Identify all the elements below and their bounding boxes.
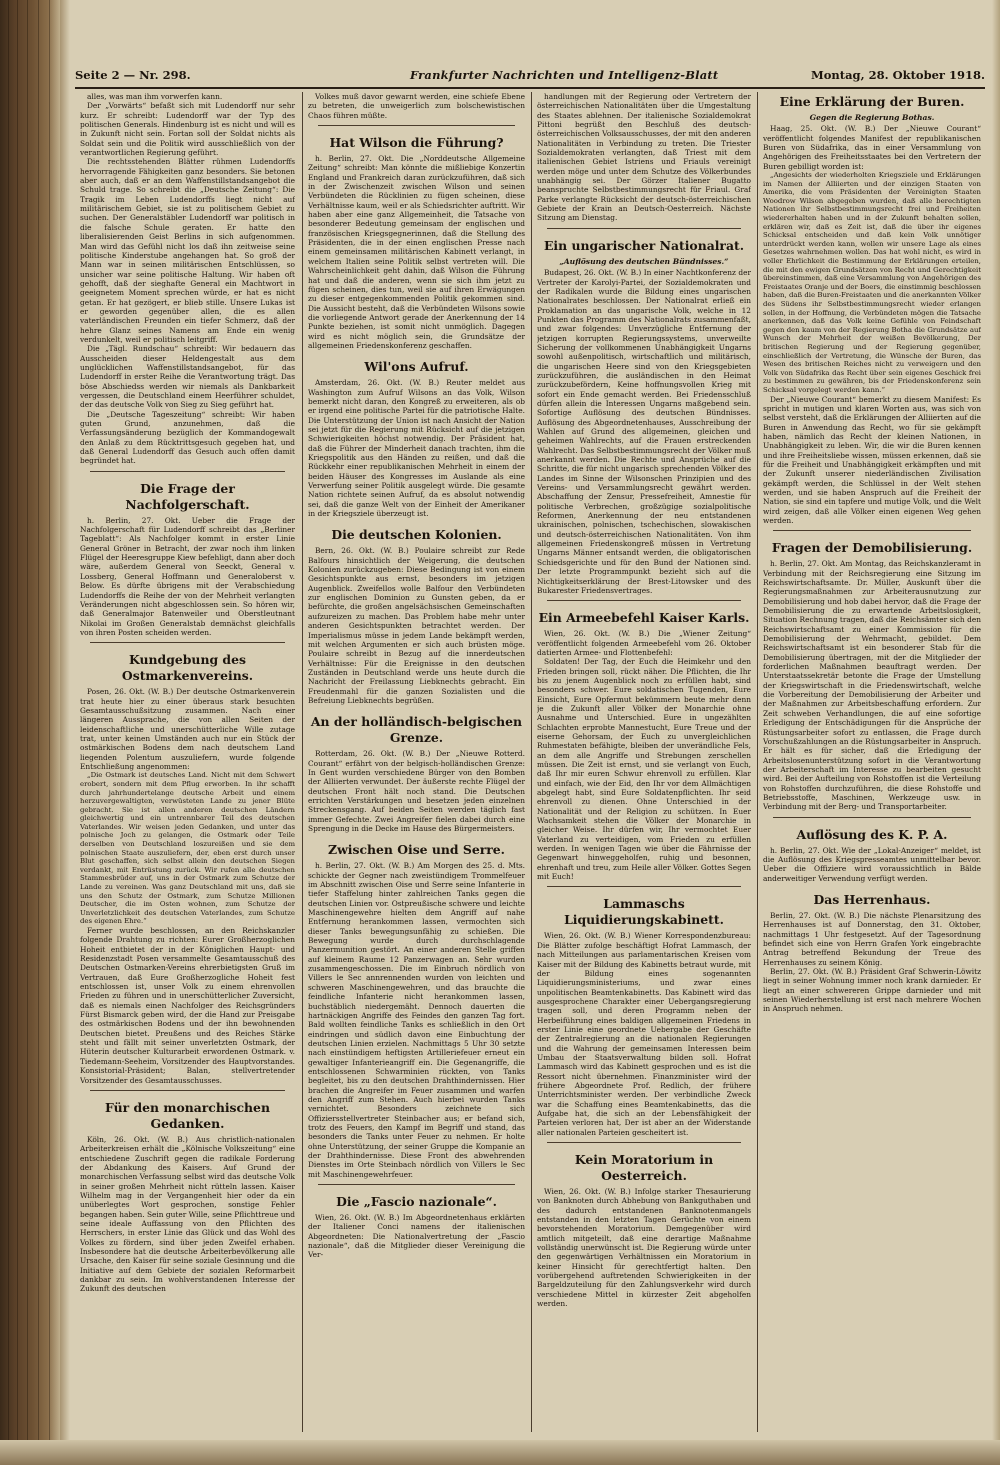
section-divider bbox=[90, 471, 285, 472]
paragraph: Rotterdam, 26. Okt. (W. B.) Der „Nieuwe Rotterd. Courant“ erfährt von der belgisch-holländischen Grenze: In Gent wurden verschiedene Bürger von den Bomben der Alliierten verwundet. Der äußerste rechte Flügel der deutschen Front hält noch stand. Die Deutschen errichten Verstärkungen und besetzen jeden einzelnen Streckensgang. Auf beiden Seiten werden täglich fast immer Gefechte. Zwei Angreifer fielen dabei durch eine Sprengung in die Decke im Hause des Bürgermeisters. bbox=[308, 749, 525, 833]
column-3 bbox=[537, 92, 751, 1432]
section-divider bbox=[547, 886, 741, 887]
headline-demobilisierung: Fragen der Demobilisierung. bbox=[771, 540, 973, 556]
headline-herrenhaus: Das Herrenhaus. bbox=[813, 891, 931, 907]
page-header bbox=[75, 68, 985, 86]
column-rule bbox=[302, 92, 303, 1432]
headline-wilsons-aufruf: Wil'ons Aufruf. bbox=[364, 359, 469, 375]
headline-kein-moratorium: Kein Moratorium in Oesterreich. bbox=[574, 1152, 714, 1184]
paragraph: Wien, 26. Okt. (W. B.) Im Abgeordnetenhaus erklärten der Italiener Conci namens der italienischen Abgeordneten: Die Nationalvertretung der „Fascio nazionale“, daß die Mitglieder dieser Vereinigung die Ver- bbox=[308, 1213, 525, 1260]
paragraph: Wien, 26. Okt. (W. B.) Wiener Korrespondenzbureau: Die Blätter zufolge beschäftigt Hofrat Lammasch, der nach Mitteilungen aus parlamentarischen Kreisen vom Kaiser mit der Bildung des Kabinetts betraut wurde, mit der Bildung eines sogenannten Liquidierungsministeriums, und zwar eines unpolitischen Beamtenkabinetts. Das Kabinett wird das ausgesprochene Charakter einer Uebergangsregierung tragen soll, und deren Programm neben der Herbeiführung eines baldigen allgemeinen Friedens in erster Linie eine geordnete Uebergabe der Geschäfte der Zentralregierung an die nationalen Regierungen und die Wahrung der gemeinsamen Interessen beim Umbau der Staatsverwaltung bilden soll. Hofrat Lammasch wird das Kabinett gesprochen und es ist die Ressort nicht übernehmen. Finanzminister wird der frühere Abgeordnete Prof. Redlich, der frühere Unterrichtsminister werden. Der verbindliche Zweck war die Schaffung eines Beamtenkabinetts, das die Aufgabe hat, die sich an der Lebensfähigkeit der Parteien verloren hat, Der ist aber an der Widerstande aller nationalen Parteien gescheitert ist. bbox=[537, 931, 751, 1137]
paragraph: Die „Tägl. Rundschau“ schreibt: Wir bedauern das Ausscheiden dieser Heldengestalt aus dem unglücklichen Waffenstillstandsangebot, für das Ludendorff in erster Reihe die Verantwortung trägt. Das böse Abschiedss werden wir niemals als Dankbarkeit vergessen, die Deutschland einem Heerführer schuldet, der das deutsche Volk von Sieg zu Sieg geführt hat. bbox=[80, 344, 295, 410]
section-divider bbox=[318, 125, 515, 126]
subheadline-buendnis: „Auflösung des deutschen Bündnisses.“ bbox=[559, 256, 729, 266]
section-divider bbox=[547, 1142, 741, 1143]
headline-holl-belg-grenze: An der holländisch-belgischen Grenze. bbox=[310, 714, 523, 746]
headline-buren-erklaerung: Eine Erklärung der Buren. bbox=[779, 94, 965, 109]
paragraph: Berlin, 27. Okt. (W. B.) Präsident Graf Schwerin-Löwitz liegt in seiner Wohnung immer noch krank darnieder. Er liegt an einer schwereren Grippe darnieder und mit seinen Wiederherstellung ist erst nach mehrere Wochen in Anspruch nehmen. bbox=[763, 967, 981, 1014]
headline-armeebefehl: Ein Armeebefehl Kaiser Karls. bbox=[538, 610, 750, 626]
headline-wilson-fuehrung: Hat Wilson die Führung? bbox=[329, 135, 504, 151]
headline-ungarischer-nationalrat: Ein ungarischer Nationalrat. bbox=[543, 237, 745, 253]
column-4 bbox=[763, 92, 981, 1432]
paragraph: Die „Deutsche Tageszeitung“ schreibt: Wir haben guten Grund, anzunehmen, daß die Verfassungsänderung bezüglich der Kommandogewalt den Anlaß zu dem Rücktrittsgesuch gegeben hat, und daß General Ludendorff das Gesuch auch offen damit begründet hat. bbox=[80, 409, 295, 466]
header-rule bbox=[75, 87, 985, 89]
column-1-intro bbox=[80, 92, 295, 466]
section-divider bbox=[773, 817, 971, 818]
column-rule bbox=[531, 92, 532, 1432]
paragraph: Volkes muß davor gewarnt werden, eine schiefe Ebene zu betreten, die unweigerlich zum bolschewistischen Chaos führen müßte. bbox=[308, 92, 525, 120]
issue-date: Montag, 28. Oktober 1918. bbox=[811, 68, 985, 82]
paragraph: Haag, 25. Okt. (W. B.) Der „Nieuwe Courant“ veröffentlicht folgendes Manifest der republikanischen Buren von Südafrika, das in einer Versammlung von Angehörigen des Freiheitsstaates bei den Vertretern der Buren gebilligt worden ist: bbox=[763, 124, 981, 171]
paragraph: alles, was man ihm vorwerfen kann. bbox=[87, 92, 223, 101]
paragraph: Amsterdam, 26. Okt. (W. B.) Reuter meldet aus Washington zum Aufruf Wilsons an das Volk, Wilson bemerkt nicht daran, den Kongreß zu erweiteren, als ob er irgend eine politische Partei für die patriotische Halte. Die Unterstützung der Union ist nach Ansicht der Nation sei jetzt für die Regierung mit Rücksicht auf die jetzigen Schwierigkeiten höchst notwendig. Der Präsident hat, daß die Führer der Minderheit danach trachten, ihm die Kriegspolitik aus den Händen zu reißen, und daß die Rückkehr einer republikanischen Mehrheit in einem der beiden Häuser des Kongresses im Auslande als eine Verwerfung seiner Politik ausgelegt würde. Die gesamte Nation richtete seinen Aufruf, da es absolut notwendig sei, daß die ganze Welt von der Einheit der Amerikaner in der Kriegsziele überzeugt ist. bbox=[308, 378, 525, 519]
section-divider bbox=[90, 642, 285, 643]
paragraph: h. Berlin, 27. Okt. Die „Norddeutsche Allgemeine Zeitung“ schreibt: Man könnte die mißliebige Konzertin England und Frankreich daran zurückzuführen, daß sich in der Zwischenzeit zwischen Wilson und seinen Verbündeten die Rücklinien zu fügen scheinen, diese Verhältnisse kaum, weil er als Schiedsrichter auftritt. Wir haben aber eine ganz Allgemeinheit, die Tatsache von besonderer Bedeutung gemeinsam der englischen und französischen Kriegsgegnerinnen, daß die Stellung des Präsidenten, die in der einen englischen Presse nach einem gemeinsamen militärischen Kabinett verlangt, in welchem Italien seine Politik selbst vertreten will. Die Wahrscheinlichkeit geht dahin, daß Wilson die Führung hat und daß die anderen, wenn sie sich ihm jetzt zu fügen scheinen, dies tun, weil sie auf ihren Erwägungen zu dieser entgegenkommenden Politik gekommen sind. Die Aussicht besteht, daß die Verbündeten Wilsons sowie die vorliegende Antwort gerade der Anerkennung der 14 Punkte beziehen, ist somit nicht unmöglich. Dagegen wird es nicht möglich sein, die Grundsätze der allgemeinen Friedenskonferenz geschaffen. bbox=[308, 154, 525, 350]
headline-oise-serre: Zwischen Oise und Serre. bbox=[328, 842, 505, 858]
page-right-edge bbox=[992, 0, 1000, 1465]
paragraph: Posen, 26. Okt. (W. B.) Der deutsche Ostmarkenverein trat heute hier zu einer überaus stark besuchten Gesamtausschußsitzung zusammen. Nach einer längeren Aussprache, die von allen Seiten der leidenschaftliche und unerschütterliche Wille zutage trat, unter keinen Umständen auch nur ein Stück der ostmärkischen Bodens dem nach deutschem Land liegenden Polentum auszuliefern, wurde folgende Entschließung angenommen: bbox=[80, 687, 295, 771]
section-divider bbox=[90, 1090, 285, 1091]
headline-lammasch-kabinett: Lammaschs Liquidierungskabinett. bbox=[564, 896, 724, 928]
paragraph: h. Berlin, 27. Okt. Ueber die Frage der Nachfolgerschaft für Ludendorff schreibt das „Berliner Tageblatt“: Als Nachfolger kommt in erster Linie General Gröner in Betracht, der zwar noch ihm linken Flügel der Heeresgruppe Kiew befehligt, dann aber doch wäre, außerdem General von Seeckt, General v. Lossberg, General Hoffmann und Generaloberst v. Below. Es dürfte übrigens mit der Verabschiedung Ludendorffs die Reihe der von der Mehrheit verlangten Veränderungen nicht abgeschlossen sein. So hören wir, daß Generalmajor Batenweiler und Oberstleutnant Nikolai im Großen Generalstab demnächst gleichfalls von ihren Posten scheiden werden. bbox=[80, 515, 295, 637]
column-2 bbox=[308, 92, 525, 1432]
paragraph: Berlin, 27. Okt. (W. B.) Die nächste Plenarsitzung des Herrenhauses ist auf Donnerstag, den 31. Oktober, nachmittags 1 Uhr festgesetzt. Auf der Tagesordnung befindet sich eine von Herrn Grafen York eingebrachte Antrag betreffend Bekundung der Treue des Herrenhauses zu seinem König. bbox=[763, 910, 981, 967]
page-gutter bbox=[60, 0, 70, 1465]
page-number: Seite 2 — Nr. 298. bbox=[75, 68, 191, 82]
paragraph: Wien, 26. Okt. (W. B.) Die „Wiener Zeitung“ veröffentlicht folgenden Armeebefehl vom 26. Oktober datierten Armee- und Flottenbefehl: bbox=[537, 629, 751, 657]
paragraph: handlungen mit der Regierung oder Vertretern der österreichischen Nationalitäten über die Umgestaltung des Staates ablehnen. Der italienische Sozialdemokrat Pittoni begrüßt den Beschluß des deutsch-österreichischen Volksausschusses, der mit den anderen Nationalitäten in Verbindung zu treten. Die Triester Sozialdemokraten verlangten, daß Triest mit dem italienischen Gebiet Istriens und Friauls vereinigt werden möge und unter dem Schutze des Völkerbundes unabhängig sei. Der Görzer Italiener Bugatto beanspruchte Selbstbestimmungsrecht für Friaul. Graf Parke verlangte Rücksicht der deutsch-österreichischen Gebiete der Krain an Deutsch-Oesterreich. Nächste Sitzung am Dienstag. bbox=[537, 92, 751, 223]
column-1 bbox=[80, 92, 295, 1432]
paragraph: Soldaten! Der Tag, der Euch die Heimkehr und den Frieden bringen soll, rückt näher. Die Pflichten, die Ihr bis zu jenem Augenblick noch zu erfüllen habt, sind besonders schwer. Eure soldatischen Tugenden, Eure Einsicht, Eure Opfermut bekümmern beute mehr denn je die Zukunft aller Völker der Monarchie ohne Ausnahme und Unterschied. Eure in ungezählten Schlachten erprobte Mannestucht, Eure Treue und der eiserne Gehorsam, der Euch zu unvergleichlichen Ruhmestaten befähigte, bleiben der unverändliche Fels, an dem alle Angriffe und Strebungen zerschellen müssen. Die Zeit ist ernst, und sie verlangt von Euch, daß Ihr mir euren Schwur ehrenvoll zu erfüllen. Klar und einfach, wie der Eid, den Ihr vor dem Allmächtigen abgelegt habt, sind Eure Soldatenpflichten. Ihr seid ehrenvoll zu dienen. Ohne Unterschied in der Nationalität und der Religion zu schützen. In Euer Wachsamkeit stehen die Völker der Monarchie in gleicher Weise. Ihr dürfen wir, Ihr vermochtet Euer Vaterland zu verteidigen, vom Frieden zu erfüllen werden. In wenigen Tagen wie über die Fährnisse der Gegenwart hinweggeholfen, ruhig und besonnen, ehrenhaft und treu, zum Heile aller Völker. Gottes Segen mit Euch! bbox=[537, 657, 751, 882]
newspaper-title: Frankfurter Nachrichten und Intelligenz-Blatt bbox=[410, 68, 719, 82]
paragraph: h. Berlin, 27. Okt. Wie der „Lokal-Anzeiger“ meldet, ist die Auflösung des Kriegspresseamtes unmittelbar bevor. Ueber die Offiziere wird voraussichtlich in Bälde anderweitiger Verwendung verfügt werden. bbox=[763, 845, 981, 883]
section-divider bbox=[547, 600, 741, 601]
headline-monarchischer-gedanke: Für den monarchischen Gedanken. bbox=[105, 1099, 270, 1131]
paragraph: Der „Vorwärts“ befaßt sich mit Ludendorff nur sehr kurz. Er schreibt: Ludendorff war der Typ des politischen Generals. Hindenburg ist es nicht und will es in Zukunft nicht sein. Fortan soll der Soldat nichts als Soldat sein und die Politik wird ausschließlich von der verantwortlichen Regierung geführt. bbox=[80, 101, 295, 158]
page-bottom-edge bbox=[0, 1440, 1000, 1465]
column-rule bbox=[757, 92, 758, 1432]
quoted-resolution: „Die Ostmark ist deutsches Land. Nicht mit dem Schwert erobert, sondern mit dem Pflug erworben. In ihr schafft durch jahrhundertelange deutsche Arbeit und einem herzuvergewaltigten, verwüsteten Lande zu jener Blüte gebracht. Sie ist allen anderen deutschen Ländern gleichwertig und ein untrennbarer Teil des deutschen Vaterlandes. Wir weisen jeden Gedanken, und unter das polnische Joch zu gelangen, die Ostmark oder Teile derselben von Deutschland loszureißen und sie dem polnischen Staate auszuliefern, der, eben erst durch unser Blut geschaffen, sich selbst allein den deutschen Siegen verdankt, mit Entrüstung zurück. Wir rufen alle deutschen Stammesbrüder auf, uns in der Ostmark zum Schutze der Lande zu vereinen. Was ganz Deutschland mit uns, daß sie uns den Schutz der Ostmark, zum Schutze Millionen Deutscher, die im Osten wohnen, zum Schutze der Unverletzlichkeit des deutschen Vaterlandes, zum Schutze des eigenen Ehre.“ bbox=[80, 771, 295, 926]
headline-deutsche-kolonien: Die deutschen Kolonien. bbox=[331, 527, 502, 543]
quoted-manifest: „Angesichts der wiederholten Kriegsziele und Erklärungen im Namen der Alliierten und der einzigen Staaten von Amerika, die vom Präsidenten der Vereinigten Staaten Woodrow Wilson abgegeben wurden, daß alle berechtigten Nationen ihr Selbstbestimmungsrecht frei und Freiheiten wiedererhalten haben und in der Zukunft behalten sollen, erklären wir, daß es Zeit ist, daß die über ihr eigenes Schicksal entscheiden und daß kein Volk unnötiger unterdrückt werden kann, wollen wir unsere Lage als eines Gesetzes wahrnehmen wollen. Das hat wohl nicht, es wird in voller Ehrlichkeit die Bestimmung der Erklärungen erteilen, die mit den ewigen Grundsätzen von Recht und Gerechtigkeit übereinstimmen, daß eine Versammlung von Angehörigen des Freistaates Oranje und der Boers, die einstimmig beschlossen haben, daß die Buren-Freistaaten und die anerkannten Völker des Südens ihr Selbstbestimmungsrecht wieder erlangen sollen, in der Hoffnung, die Verbündeten mögen die Tatsache anerkennen, daß das Volk keine Gefühle von Feindschaft gegen den kaum von der Regierung Botha die Grundsätze auf Wunsch der Mehrheit der weißen Bevölkerung, Der britischen Regierung und der Regierung gegenüber, einschließlich der Vertretung, die Wünsche der Buren, das Wesen des britischen Reiches nicht zu verweigern und den Volk von Südafrika das Recht über sein eigenes Geschick frei zu bestimmen zu gewähren, bis der Friedenskonferenz sein Schicksal vorgelegt werden kann.“ bbox=[763, 171, 981, 394]
headline-nachfolgerschaft: Die Frage der Nachfolgerschaft. bbox=[125, 480, 250, 512]
paragraph: h. Berlin, 27. Okt. (W. B.) Am Morgen des 25. d. Mts. schickte der Gegner nach zweistündigem Trommelfeuer im Abschnitt zwischen Oise und Serre seine Infanterie in tiefer Staffelung hinter zahlreichen Tanks gegen die deutschen Linien vor. Ostpreußische schwere und leichte Maschinengewehre hielten dem Angriff auf nahe Entfernung herankommen lassen, vermochten sich dieser Tanks bewegungsunfähig zu schießen. Die Bewegung wurde durch durchschlagende Panzermunition gestört. An einer anderen Stelle griffen auf kleinem Raume 12 Panzerwagen an. Sehr wurden zusammengeschossen. Die im Einbruch nördlich von Villers le Sec annrennenden wurden von leichten und schweren Maschinengewehren, und das brauchte die feindliche Infanterie nicht herankommen lassen, buchstäblich niedergemäht. Dennoch dauerten die hartnäckigen Angriffe des Feindes den ganzen Tag fort. Bald wollten feindliche Tanks es schließlich in den Ort eindringen und südlich davon eine Einbuchtung der deutschen Linien erzielen. Nachmittags 5 Uhr 30 setzte nach einstündigem heftigsten Artilleriefeuer erneut ein gewaltiger Infanterieangriff ein. Die Gegenangriffe, die entschlossenen Schwarminien rückten, von Tanks begleitet, bis zu den deutschen Drahthindernissen. Hier brachen die Angreifer im Feuer zusammen und warfen den Angriff zum Stehen. Auch hierbei wurden Tanks vernichtet. Besonders zeichnete sich Offiziersstellvertreter Steinbacher aus; er befand sich, trotz des Feuers, den Kampf im Begriff und stand, das besonders die Tanks unter Feuer zu nehmen. Er holte ohne Unterstützung, der seiner Gruppe die Kompanie an der Drahthindernisse. Diese Front des abwehrenden Dienstes im Orte Steinbach nördlich von Villers le Sec mit Maschinengewehrfeuer. bbox=[308, 861, 525, 1179]
section-divider bbox=[318, 1184, 515, 1185]
paragraph: Wien, 26. Okt. (W. B.) Infolge starker Thesaurierung von Banknoten durch Abhebung von Bankguthaben und des dadurch entstandenen Banknotenmangels entstanden in den letzten Tagen Gerüchte von einem bevorstehenden Moratorium. Demgegenüber wird amtlich mitgeteilt, daß eine derartige Maßnahme vollständig unerwünscht ist. Die Regierung würde unter den gegenwärtigen Verhältnissen ein Moratorium in keiner Hinsicht für gerechtfertigt halten. Den vorübergehend auftretenden Schwierigkeiten in der Bargeldzuteilung für den Zahlungsverkehr wird durch verschiedene Mittel in kürzester Zeit abgeholfen werden. bbox=[537, 1187, 751, 1309]
paragraph: Bern, 26. Okt. (W. B.) Poulaire schreibt zur Rede Balfours hinsichtlich der Weigerung, die deutschen Kolonien zurückzugeben: Diese Bedingung ist von einem Gesichtspunkte aus ernst, besonders im jetzigen Augenblick. Zweifellos wolle Balfour den Verbündeten zur englischen Dominion zu Gunsten geben, da er befürchte, die großen angelsächsischen Gemeinschaften aufzureizen zu machen. Das Problem habe mehr unter anderen Gesichtspunkten betrachtet werden. Der Imperialismus müsse in jedem Lande bekämpft werden, mit welchen Argumenten er sich auch brüsten möge. Poulaire schreibt in Bezug auf die innerdeutschen Verhältnisse: Für die Ereignisse in den deutschen Zuständen in Deutschland werde uns heute durch die Nachricht der Freilassung Liebknechts gebracht. Ein Freudenmahl für die ganzen Sozialisten und die Befreiung Liebknechts begrüßen. bbox=[308, 546, 525, 705]
paragraph: Köln, 26. Okt. (W. B.) Aus christlich-nationalen Arbeiterkreisen erhält die „Kölnische Volkszeitung“ eine entschiedene Zuschrift gegen die radikale Forderung der Abdankung des Kaisers. Auf Grund der monarchischen Verfassung selbst wird das deutsche Volk in seiner großen Mehrheit nicht rütteln lassen. Kaiser Wilhelm mag in der Vergangenheit hier oder da ein unüberlegtes Wort gesprochen, sonstige Fehler begangen haben. Sein guter Wille, seine Pflichttreue und seine ideale Auffassung von den Pflichten des Herrschers, in erster Linie das Glück und das Wohl des Volkes zu fördern, sind über jeden Zweifel erhaben. Insbesondere hat die deutsche Arbeiterbevölkerung alle Ursache, den Kaiser für seine soziale Gesinnung und die Initiative auf dem Gebiete der sozialen Reformarbeit dankbar zu sein. Im wohlverstandenen Interesse der Zukunft des deutschen bbox=[80, 1134, 295, 1294]
paragraph: Ferner wurde beschlossen, an den Reichskanzler folgende Drahtung zu richten: Eurer Großherzoglichen Hoheit entbietet der in der Königlichen Haupt- und Residenzstadt Posen versammelte Gesamtausschuß des Deutschen Ostmarken-Vereins ehrerbietigsten Gruß im Vertrauen, daß Eure Großherzogliche Hoheit fest entschlossen ist, unser Volk zu einem ehrenvollen Frieden zu führen und in unerschütterlicher Zuversicht, daß es niemals einen Nachfolger des Reichsgründers Fürst Bismarck geben wird, der die Hand zur Preisgabe des ostmärkischen Bodens und der ihn bewohnenden Deutschen bietet. Preußens und des Reiches Stärke steht und fällt mit seiner unverletzten Ostmark, der Hüterin deutscher Kulturarbeit erwordenen Ostmark. v. Tiedemann-Seeheim, Vorsitzender des Hauptvorstandes. Konsistorial-Präsident; Balan, stellvertretender Vorsitzender des Gesamtausschusses. bbox=[80, 926, 295, 1085]
paragraph: Die rechtsstehenden Blätter rühmen Ludendorffs hervorragende Fähigkeiten ganz besonders. Sie betonen aber auch, daß er an dem Waffenstillstandsangebot die Schuld trage. So schreibt die „Deutsche Zeitung“: Die Tragik im Leben Ludendorffs liegt nicht auf militärischem Gebiet, sie ist zu politischem Gebiet zu suchen. Der Generalstäbler Ludendorff war politisch in die falsche Schule geraten. Er hatte den liberalisierenden Geist Berlins in sich aufgenommen. Man wird das Gefühl nicht los daß ihn zeitweise seine politische Kinderstube angehangen hat. So groß der Mann war in seinen militärischen Entschlüssen, so unsicher war seine politische Haltung. Wir haben oft gehofft, daß der sieghafte General ein Machtwort in geeignetem Moment sprechen würde, er hat es nicht getan. Er hat gezögert, er blieb stille. Unsere Lukas ist er geworden gegenüber allen, die es allen vaterländischen Freunden ein tiefer Schmerz, daß der hehre Glanz seines Namens am Ende ein wenig verdunkelt, weil er politisch leitgriff. bbox=[80, 157, 295, 344]
headline-ostmarkenverein: Kundgebung des Ostmarkenvereins. bbox=[121, 652, 254, 684]
paragraph: h. Berlin, 27. Okt. Am Montag, das Reichskanzleramt in Verbindung mit der Reichsregierung eine Sitzung im Reichswirtschaftsamte. Dr. Müller, Auskunft über die Regierungsmaßnahmen zur Arbeiterausnutzung zur Demobilisierung und hob dabei hervor, daß die Frage der Demobilisierung die zu erwartende Arbeitslosigkeit, Situation Rechnung tragen, daß die Reichsämter sich den Reichswirtschaftsamt zu einer Kommission für die Demobilisierung der Wehrmacht, gebildet. Dem Reichswirtschaftsamt ist ein besonderer Stab für die Demobilisierung übertragen, mit der die Mitglieder der forderlichen Maßnahmen beauftragt werden. Der Unterstaatssekretär betonte die Frage der Umstellung der Kriegswirtschaft in die Friedenswirtschaft, welche die Vorbereitung der Demobilisierung der Arbeiter und der Maßnahmen zur Arbeitsbeschaffung erfordern. Zur Zeit schweben Verhandlungen, die auf eine sofortige Erledigung der Entschädigungen für die Ansprüche der Rüstungsarbeiter sofort zu entlassen, die Frage durch Vorschußzahlungen an die Rüstungsarbeiter in Anspruch. Er hält es für sicher, daß die Erledigung der Arbeitslosenunterstützung sofort in die Verantwortung der Arbeiterschaft im Interesse zu bearbeiten gesucht wird. Bei der Aufteilung von Rohstoffen ist die Verteilung von Rohstoffen durchzuführen, die diese Rohstoffe und Betriebsstoffe, Maschinen, Werkzeuge usw. in Verbindung mit der Berg- und Transportarbeiter. bbox=[763, 559, 981, 812]
section-divider bbox=[547, 228, 741, 229]
headline-kpa-aufloesung: Auflösung des K. P. A. bbox=[796, 826, 948, 842]
paragraph: Der „Nieuwe Courant“ bemerkt zu diesem Manifest: Es spricht in mutigen und klaren Worten aus, was sich von selbst versteht, daß die Erklärungen der Alliierten auf die Buren in Anwendung das Recht, wo für sie gekämpft haben, nämlich das Recht der kleinen Nationen, in Unabhängigkeit zu leben. Wir, die wir die Buren kennen und ihre Freiheitsliebe wissen, müssen erkennen, daß sie für die Freiheit und Unabhängigkeit erkämpften und mit der Zukunft unserer niederländischen Zivilisation gekämpft werden, die Schlüssel in der Welt stehen werden, und sie haben Anspruch auf die Freiheit der Nation, sie sind ein tapfere und mutige Volk, und die Welt wird zeigen, daß alle Völker einen eigenen Weg gehen werden. bbox=[763, 394, 981, 525]
headline-fascio-nazionale: Die „Fascio nazionale“. bbox=[336, 1194, 497, 1210]
book-spine bbox=[0, 0, 60, 1465]
section-divider bbox=[773, 530, 971, 531]
paragraph: Budapest, 26. Okt. (W. B.) In einer Nachtkonferenz der Vertreter der Karolyi-Partei, der Sozialdemokraten und der Radikalen wurde die Bildung eines ungarischen Nationalrates beschlossen. Der Nationalrat erließ ein Proklamation an das ungarische Volk, welche in 12 Punkten das Programm des Nationalrats zusammenfaßt, und zwar folgendes: Unverzügliche Entfernung der jetzigen korrupten Regierungssystems, unverweilte Sicherung der vollkommenen Unabhängigkeit Ungarns sowohl außenpolitisch, wirtschaftlich und militärisch, die ungarischen Heere sind von den Kriegsgebieten zurückzuführen, die ausländischen in den Heimat zurückzubefördern, Keine hoffnungsvollen Krieg mit sofort ein Ende gemacht werden. Bei Friedensschluß dürfen allein die Interessen Ungarns maßgebend sein. Sofortige Auflösung des deutschen Bündnisses. Auflösung des Abgeordnetenhauses, Ausschreibung der Wahlen auf Grund des allgemeinen, gleichen und geheimen Wahlrechts, auf die Frauen erstreckenden Wahlrecht. Das Selbstbestimmungsrecht der Völker muß anerkannt werden. Die Rechte und Ansprüche auf die Schritte, die für nicht ungarisch sprechenden Völker des Landes im Sinne der Wilsonschen Prinzipien und des Vereins- und Versammlungsrecht gewährt werden. Abschaffung der Zensur, Pressefreiheit, Amnestie für politische Verbrechen, großzügige sozialpolitische Reformen, Anerkennung der neu entstandenen ukrainischen, polnischen, tschechischen, slowakischen und deutsch-österreichischen Nationalitäten. Von ihm allgemeinen Friedenskongreß müssen in Vertretung Ungarns Männer entsandt werden, die obligatorischen Schiedsgerichte und für den Bund der Nationen sind. Der letzte Programmpunkt bezieht sich auf die Nichtigkeitserklärung der Brest-Litowsker und des Bukarester Friedensvertrages. bbox=[537, 268, 751, 595]
subheadline-botha: Gegen die Regierung Bothas. bbox=[809, 113, 935, 122]
